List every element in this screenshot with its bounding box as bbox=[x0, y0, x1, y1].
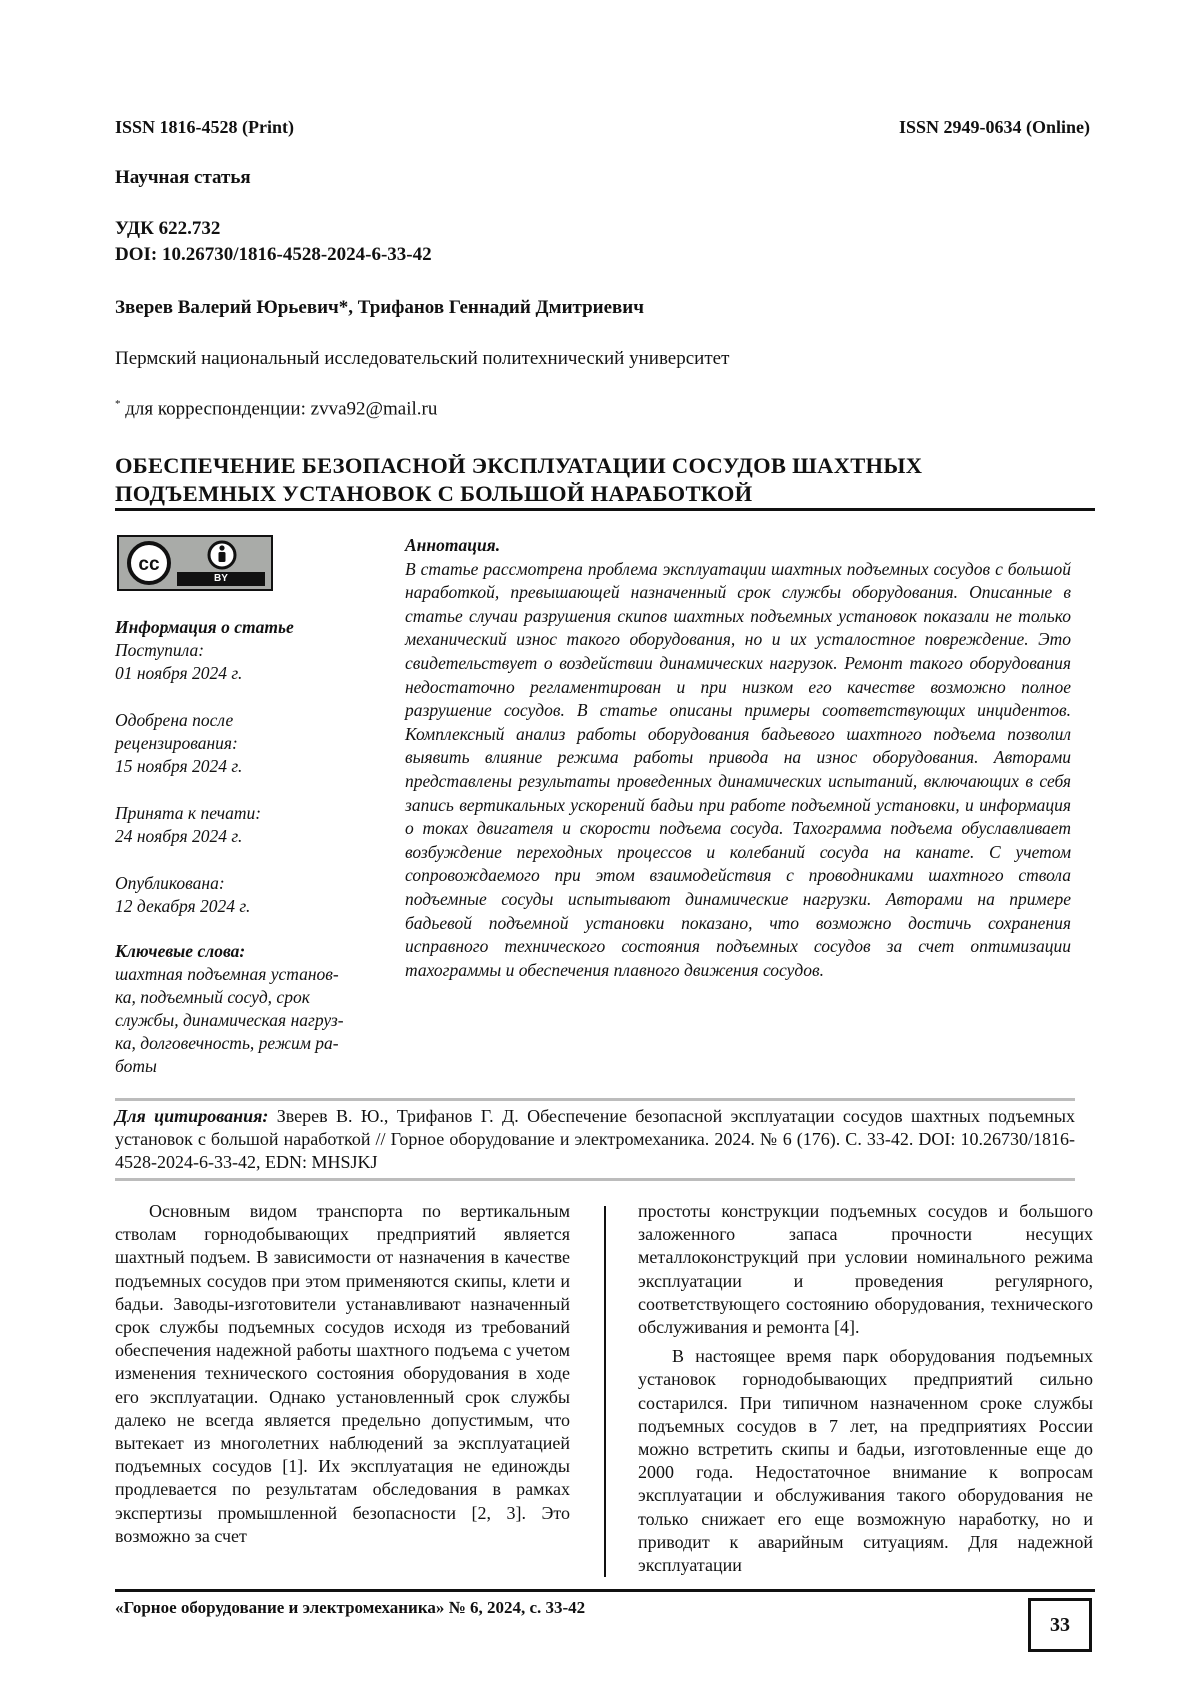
title-divider bbox=[115, 508, 1095, 511]
body-column-right bbox=[638, 1200, 1093, 1577]
article-title-line: ОБЕСПЕЧЕНИЕ БЕЗОПАСНОЙ ЭКСПЛУАТАЦИИ СОСУДОВ ШАХТНЫХ bbox=[115, 453, 923, 478]
keywords-heading: Ключевые слова: bbox=[115, 941, 246, 961]
correspondence-mark: * bbox=[115, 398, 121, 410]
published-info bbox=[115, 872, 380, 918]
keywords-line: шахтная подъемная установ- bbox=[115, 964, 339, 984]
issn-print: ISSN 1816-4528 (Print) bbox=[115, 117, 294, 137]
correspondence-text[interactable]: для корреспонденции: zvva92@mail.ru bbox=[120, 398, 438, 420]
published-label: Опубликована: bbox=[115, 873, 225, 893]
issn-online: ISSN 2949-0634 (Online) bbox=[898, 117, 1090, 137]
abstract-heading: Аннотация. bbox=[405, 535, 501, 555]
abstract-text: В статье рассмотрена проблема эксплуатации шахтных подъемных сосудов с большой наработкой, превышающей назначенный срок службы оборудования. Описанные в статье случаи разрушения скипов шахтных подъемных установок показали не только механический износ такого оборудования, но и их усталостное повреждение. Это свидетельствует о воздействии динамических нагрузок. Ремонт такого оборудования недостаточно регламентирован и при низком его качестве возможно полное разрушение сосудов. В статье описаны примеры соответствующих инцидентов. Комплексный анализ работы оборудования бадьевого шахтного подъема позволил выявить влияние режима работы привода на износ оборудования. Авторами представлены результаты проведенных динамических испытаний, включающих в себя запись вертикальных ускорений бадьи при работе подъемной установки, и информация о токах двигателя и скорости подъема сосуда. Тахограмма подъема обуславливает возбуждение переходных процессов и колебаний сосуда на канате. С учетом сопровождаемого при этом взаимодействия с проводниками шахтного ствола подъемные сосуды испытывают динамические нагрузки. Авторами на примере бадьевой подъемной установки показано, что возможно достичь сохранения исправного технического состояния подъемных сосудов за счет оптимизации тахограммы и обеспечения плавного движения сосудов. bbox=[405, 558, 1071, 980]
correspondence bbox=[115, 398, 437, 420]
cc-by-license-badge[interactable] bbox=[117, 535, 273, 591]
keywords-line: боты bbox=[115, 1056, 157, 1076]
received-label: Поступила: bbox=[115, 640, 205, 660]
citation-divider-bottom bbox=[115, 1178, 1075, 1181]
abstract bbox=[405, 534, 1071, 982]
received-info bbox=[115, 639, 380, 685]
approved-label: рецензирования: bbox=[115, 733, 238, 753]
page-number: 33 bbox=[1028, 1598, 1092, 1652]
column-divider bbox=[604, 1206, 606, 1577]
authors: Зверев Валерий Юрьевич*, Трифанов Геннадий Дмитриевич bbox=[115, 297, 644, 318]
approved-label: Одобрена после bbox=[115, 710, 234, 730]
keywords-line: ка, подъемный сосуд, срок bbox=[115, 987, 310, 1007]
accepted-info bbox=[115, 802, 380, 848]
approved-date: 15 ноября 2024 г. bbox=[115, 756, 243, 776]
doi[interactable]: DOI: 10.26730/1816-4528-2024-6-33-42 bbox=[115, 244, 432, 265]
citation-label: Для цитирования: bbox=[115, 1106, 269, 1126]
citation-divider-top bbox=[115, 1098, 1075, 1101]
keywords-line: службы, динамическая нагруз- bbox=[115, 1010, 344, 1030]
citation bbox=[115, 1105, 1075, 1174]
affiliation: Пермский национальный исследовательский политехнический университет bbox=[115, 348, 730, 369]
keywords-line: ка, долговечность, режим ра- bbox=[115, 1033, 339, 1053]
published-date: 12 декабря 2024 г. bbox=[115, 896, 251, 916]
article-type: Научная статья bbox=[115, 167, 251, 188]
footer-journal: «Горное оборудование и электромеханика» № 6, 2024, с. 33-42 bbox=[115, 1598, 586, 1617]
article-info-heading: Информация о статье bbox=[115, 617, 294, 637]
footer-divider bbox=[115, 1589, 1095, 1592]
body-column-left bbox=[115, 1200, 570, 1548]
accepted-label: Принята к печати: bbox=[115, 803, 262, 823]
keywords bbox=[115, 940, 380, 1078]
udk-code: УДК 622.732 bbox=[115, 218, 221, 239]
received-date: 01 ноября 2024 г. bbox=[115, 663, 243, 683]
approved-info bbox=[115, 709, 380, 778]
body-paragraph: простоты конструкции подъемных сосудов и большого заложенного запаса прочности несущих металлоконструкций при условии номинального режима эксплуатации и проведения регулярного, соответствующего состоянию оборудования, технического обслуживания и ремонта [4]. bbox=[638, 1201, 1093, 1338]
body-paragraph: Основным видом транспорта по вертикальным стволам горнодобывающих предприятий является шахтный подъем. В зависимости от назначения в качестве подъемных сосудов при этом применяются скипы, клети и бадьи. Заводы-изготовители устанавливают назначенный срок службы подъемных сосудов исходя из требований обеспечения надежной работы шахтного подъема с учетом изменения технического состояния оборудования в ходе его эксплуатации. Однако установленный срок службы далеко не всегда является предельно допустимым, что вытекает из многолетних наблюдений за эксплуатацией подъемных сосудов [1]. Их эксплуатация не единожды продлевается по результатам обследования в рамках экспертизы промышленной безопасности [2, 3]. Это возможно за счет bbox=[115, 1201, 570, 1546]
article-title-line: ПОДЪЕМНЫХ УСТАНОВОК С БОЛЬШОЙ НАРАБОТКОЙ bbox=[115, 481, 753, 506]
body-paragraph: В настоящее время парк оборудования подъемных установок горнодобывающих предприятий сильно состарился. При типичном назначенном сроке службы подъемных сосудов в 7 лет, на предприятиях России можно встретить скипы и бадьи, изготовленные еще до 2000 года. Недостаточное внимание к вопросам эксплуатации и обслуживания такого оборудования не только снижает его еще возможную наработку, но и приводит к аварийным ситуациям. Для надежной эксплуатации bbox=[638, 1346, 1093, 1576]
citation-text: Зверев В. Ю., Трифанов Г. Д. Обеспечение безопасной эксплуатации сосудов шахтных подъемных установок с большой наработкой // Горное оборудование и электромеханика. 2024. № 6 (176). С. 33-42. DOI: 10.26730/1816-4528-2024-6-33-42, EDN: MHSJKJ bbox=[115, 1106, 1076, 1172]
accepted-date: 24 ноября 2024 г. bbox=[115, 826, 243, 846]
article-title bbox=[115, 452, 1095, 508]
license-by-label: BY bbox=[177, 572, 265, 586]
svg-text:cc: cc bbox=[138, 554, 160, 575]
